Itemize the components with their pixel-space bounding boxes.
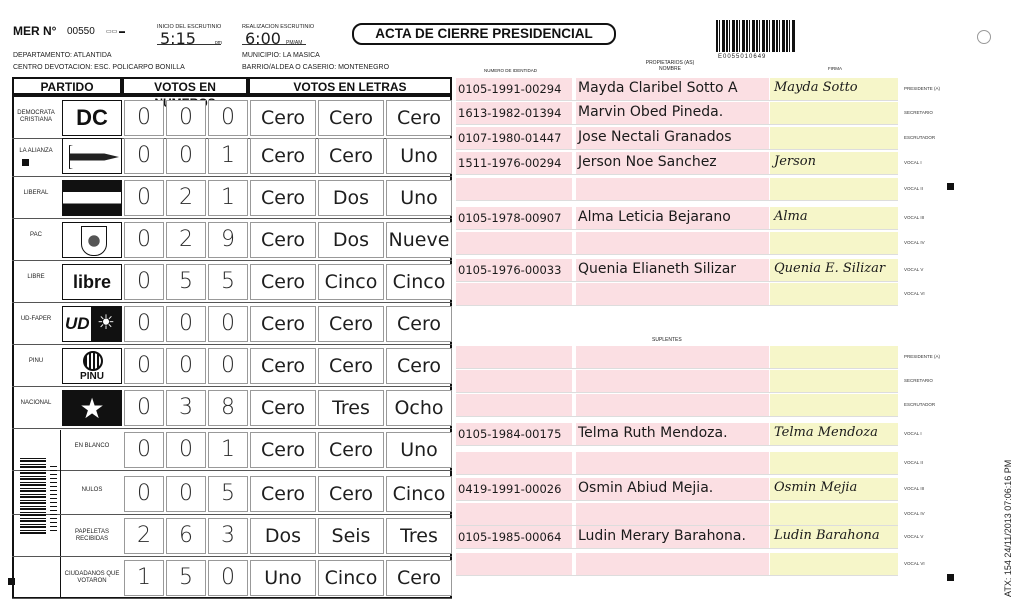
member-signature: Ludin Barahona bbox=[774, 528, 880, 543]
name-field[interactable] bbox=[576, 178, 769, 200]
member-name: Marvin Obed Pineda. bbox=[578, 104, 724, 120]
word-cell: Cero bbox=[250, 306, 316, 342]
member-id: 0105-1978-00907 bbox=[458, 211, 562, 225]
member-row bbox=[456, 127, 936, 149]
word-cell: Cinco bbox=[386, 476, 452, 512]
party-row bbox=[12, 304, 452, 344]
signature-field[interactable] bbox=[770, 178, 898, 200]
star-icon: ★ bbox=[79, 393, 105, 424]
name-field[interactable] bbox=[576, 370, 769, 392]
row-line bbox=[456, 368, 898, 369]
inicio-time: 5:15 bbox=[160, 29, 196, 48]
row-line bbox=[456, 575, 898, 576]
digit-cell: 0 bbox=[124, 476, 164, 512]
word-cell: Cinco bbox=[318, 560, 384, 596]
mer-number: 00550 bbox=[67, 26, 95, 37]
signature-field[interactable] bbox=[770, 232, 898, 254]
row-divider bbox=[12, 428, 452, 429]
member-row bbox=[456, 259, 924, 281]
member-name: Osmin Abiud Mejia. bbox=[578, 480, 714, 496]
row-line bbox=[456, 149, 898, 150]
member-id: 1511-1976-00294 bbox=[458, 156, 562, 170]
pac-shield-icon bbox=[81, 226, 107, 256]
row-divider bbox=[12, 302, 452, 303]
member-row bbox=[456, 178, 923, 200]
word-cell: Tres bbox=[386, 518, 452, 554]
digit-cell: 5 bbox=[208, 264, 248, 300]
summary-label: PAPELETAS RECIBIDAS bbox=[74, 529, 110, 542]
role-label: SECRETARIO bbox=[904, 378, 933, 383]
tse-mini-logo: ▭▭ ▬ bbox=[106, 29, 126, 35]
member-row bbox=[456, 553, 925, 575]
member-row bbox=[456, 503, 925, 525]
word-cell: Cero bbox=[318, 476, 384, 512]
reg-mark bbox=[947, 574, 954, 581]
member-id: 1613-1982-01394 bbox=[458, 106, 562, 120]
role-label: VOCAL VI bbox=[904, 561, 925, 566]
digit-cell: 0 bbox=[208, 306, 248, 342]
vote-table bbox=[12, 77, 452, 599]
digit-cell: 0 bbox=[166, 476, 206, 512]
barcode-number: E0055010649 bbox=[718, 54, 767, 60]
member-id: 0105-1985-00064 bbox=[458, 530, 562, 544]
reg-mark bbox=[8, 578, 15, 585]
digit-cell: 3 bbox=[166, 390, 206, 426]
party-logo bbox=[62, 306, 122, 342]
role-label: VOCAL II bbox=[904, 460, 923, 465]
word-cell: Seis bbox=[318, 518, 384, 554]
col-name-header: PROPIETARIOS (AS) NOMBRE bbox=[645, 60, 695, 72]
digit-cell: 2 bbox=[166, 180, 206, 216]
word-cell: Dos bbox=[318, 222, 384, 258]
digit-cell: 0 bbox=[124, 100, 164, 136]
summary-label: EN BLANCO bbox=[74, 443, 110, 449]
row-divider bbox=[12, 260, 452, 261]
inicio-underline bbox=[157, 44, 221, 45]
row-line bbox=[456, 124, 898, 125]
party-name: PAC bbox=[30, 232, 42, 238]
role-label: VOCAL VI bbox=[904, 291, 925, 296]
digit-cell: 1 bbox=[208, 138, 248, 174]
signature-field[interactable] bbox=[770, 370, 898, 392]
name-field[interactable] bbox=[576, 232, 769, 254]
row-line bbox=[456, 200, 898, 201]
id-field[interactable] bbox=[456, 503, 572, 525]
word-cell: Nueve bbox=[386, 222, 452, 258]
row-line bbox=[456, 416, 898, 417]
member-name: Jose Nectali Granados bbox=[578, 129, 732, 145]
role-label: VOCAL III bbox=[904, 215, 925, 220]
role-label: ESCRUTADOR bbox=[904, 135, 936, 140]
party-logo bbox=[62, 264, 122, 300]
member-signature: Telma Mendoza bbox=[774, 425, 878, 440]
digit-cell: 0 bbox=[208, 348, 248, 384]
ud-logo-text: UD bbox=[65, 314, 90, 333]
word-cell: Ocho bbox=[386, 390, 452, 426]
word-cell: Cero bbox=[250, 264, 316, 300]
name-field[interactable] bbox=[576, 553, 769, 575]
id-field[interactable] bbox=[456, 232, 572, 254]
summary-label: NULOS bbox=[81, 487, 103, 493]
signature-field[interactable] bbox=[770, 127, 898, 149]
signature-field[interactable] bbox=[770, 503, 898, 525]
digit-cell: 0 bbox=[124, 390, 164, 426]
id-field[interactable] bbox=[456, 283, 572, 305]
row-divider bbox=[12, 344, 452, 345]
name-field[interactable] bbox=[576, 394, 769, 416]
header-votos-letras: VOTOS EN LETRAS bbox=[248, 77, 452, 95]
member-row bbox=[456, 78, 941, 100]
side-barcode-tag bbox=[50, 463, 57, 531]
party-name: PINU bbox=[28, 358, 44, 364]
id-field[interactable] bbox=[456, 346, 572, 368]
word-cell: Cero bbox=[250, 100, 316, 136]
member-signature: Quenia E. Silizar bbox=[774, 261, 886, 276]
alianza-flag-icon bbox=[69, 145, 119, 169]
party-row bbox=[12, 178, 452, 218]
row-divider bbox=[12, 386, 452, 387]
member-signature: Osmin Mejia bbox=[774, 480, 858, 495]
word-cell: Cero bbox=[250, 348, 316, 384]
digit-cell: 2 bbox=[124, 518, 164, 554]
word-cell: Cero bbox=[250, 222, 316, 258]
signature-field[interactable] bbox=[770, 394, 898, 416]
party-logo bbox=[62, 100, 122, 136]
summary-row bbox=[12, 516, 452, 556]
signature-field[interactable] bbox=[770, 452, 898, 474]
role-label: VOCAL IV bbox=[904, 511, 925, 516]
realizacion-label: REALIZACION ESCRUTINIO bbox=[242, 24, 315, 30]
member-signature: Alma bbox=[774, 209, 808, 224]
side-barcode bbox=[20, 458, 46, 534]
row-line bbox=[456, 229, 898, 230]
col-firma-header: FIRMA bbox=[828, 66, 842, 71]
word-cell: Uno bbox=[386, 180, 452, 216]
member-name: Mayda Claribel Sotto A bbox=[578, 80, 738, 96]
word-cell: Cero bbox=[250, 476, 316, 512]
name-field[interactable] bbox=[576, 452, 769, 474]
name-field[interactable] bbox=[576, 283, 769, 305]
name-field[interactable] bbox=[576, 346, 769, 368]
party-name: LA ALIANZA bbox=[19, 148, 53, 154]
member-row bbox=[456, 394, 936, 416]
digit-cell: 0 bbox=[208, 100, 248, 136]
word-cell: Cero bbox=[386, 560, 452, 596]
member-signature: Mayda Sotto bbox=[774, 80, 858, 95]
member-row bbox=[456, 207, 925, 229]
member-name: Quenia Elianeth Silizar bbox=[578, 261, 737, 277]
id-field[interactable] bbox=[456, 370, 572, 392]
row-line bbox=[456, 445, 898, 446]
row-line bbox=[456, 100, 898, 101]
barrio: BARRIO/ALDEA O CASERIO: MONTENEGRO bbox=[242, 64, 390, 71]
word-cell: Cero bbox=[386, 306, 452, 342]
word-cell: Cinco bbox=[386, 264, 452, 300]
word-cell: Cero bbox=[318, 100, 384, 136]
summary-row bbox=[12, 430, 452, 470]
role-label: SECRETARIO bbox=[904, 110, 933, 115]
dc-logo-text: DC bbox=[76, 105, 108, 130]
side-stamp: ATX: 154 24/11/2013 07:06:16 PM bbox=[1003, 459, 1013, 597]
party-name: DEMOCRATA CRISTIANA bbox=[17, 110, 55, 123]
role-label: VOCAL II bbox=[904, 186, 923, 191]
role-label: PRESIDENTE (A) bbox=[904, 86, 941, 91]
member-id: 0107-1980-01447 bbox=[458, 131, 562, 145]
member-name: Ludin Merary Barahona. bbox=[578, 528, 746, 544]
word-cell: Cero bbox=[318, 138, 384, 174]
word-cell: Tres bbox=[318, 390, 384, 426]
party-logo bbox=[62, 390, 122, 426]
member-row bbox=[456, 102, 933, 124]
realizacion-suffix: PM/AM bbox=[286, 40, 303, 46]
word-cell: Cero bbox=[318, 432, 384, 468]
digit-cell: 0 bbox=[124, 306, 164, 342]
digit-cell: 1 bbox=[208, 180, 248, 216]
word-cell: Uno bbox=[250, 560, 316, 596]
digit-cell: 0 bbox=[166, 100, 206, 136]
digit-cell: 0 bbox=[124, 432, 164, 468]
party-name: UD-FAPER bbox=[20, 316, 52, 322]
digit-cell: 0 bbox=[124, 180, 164, 216]
role-label: VOCAL V bbox=[904, 267, 924, 272]
digit-cell: 0 bbox=[124, 264, 164, 300]
word-cell: Cero bbox=[250, 180, 316, 216]
row-divider bbox=[12, 514, 452, 515]
word-cell: Cero bbox=[386, 100, 452, 136]
id-field[interactable] bbox=[456, 553, 572, 575]
word-cell: Cero bbox=[250, 390, 316, 426]
inicio-label: INICIO DEL ESCRUTINIO bbox=[157, 24, 222, 30]
signature-field[interactable] bbox=[770, 102, 898, 124]
role-label: VOCAL V bbox=[904, 534, 924, 539]
party-name: NACIONAL bbox=[20, 400, 52, 406]
row-line bbox=[456, 281, 898, 282]
digit-cell: 5 bbox=[166, 560, 206, 596]
digit-cell: 5 bbox=[208, 476, 248, 512]
summary-row bbox=[12, 474, 452, 514]
party-logo bbox=[62, 138, 122, 174]
digit-cell: 5 bbox=[166, 264, 206, 300]
digit-cell: 0 bbox=[166, 348, 206, 384]
member-id: 0419-1991-00026 bbox=[458, 482, 562, 496]
member-row bbox=[456, 232, 925, 254]
centro: CENTRO DEVOTACION: ESC. POLICARPO BONILLA bbox=[13, 64, 185, 71]
signature-field[interactable] bbox=[770, 346, 898, 368]
digit-cell: 1 bbox=[208, 432, 248, 468]
document-title: ACTA DE CIERRE PRESIDENCIAL bbox=[352, 23, 616, 45]
member-row bbox=[456, 423, 922, 445]
row-divider bbox=[12, 176, 452, 177]
member-signature: Jerson bbox=[774, 154, 816, 169]
party-logo bbox=[62, 348, 122, 384]
suplentes-header: SUPLENTES bbox=[652, 337, 682, 343]
pinu-emblem-icon bbox=[83, 351, 103, 371]
role-label: ESCRUTADOR bbox=[904, 402, 936, 407]
party-name: LIBRE bbox=[27, 274, 45, 280]
barcode bbox=[716, 20, 796, 52]
role-label: VOCAL IV bbox=[904, 240, 925, 245]
word-cell: Cero bbox=[318, 306, 384, 342]
sun-glyph-icon: ☀ bbox=[97, 312, 115, 334]
digit-cell: 0 bbox=[124, 138, 164, 174]
member-name: Jerson Noe Sanchez bbox=[578, 154, 717, 170]
member-row bbox=[456, 346, 941, 368]
inicio-suffix: pm bbox=[215, 40, 222, 46]
summary-label: CIUDADANOS QUE VOTARON bbox=[64, 571, 120, 584]
digit-cell: 8 bbox=[208, 390, 248, 426]
member-name: Alma Leticia Bejarano bbox=[578, 209, 731, 225]
word-cell: Cinco bbox=[318, 264, 384, 300]
id-field[interactable] bbox=[456, 452, 572, 474]
mer-label: MER N° bbox=[13, 24, 57, 38]
party-row bbox=[12, 262, 452, 302]
member-name: Telma Ruth Mendoza. bbox=[578, 425, 728, 441]
party-logo bbox=[62, 222, 122, 258]
member-row bbox=[456, 478, 925, 500]
row-divider bbox=[12, 218, 452, 219]
realizacion-time: 6:00 bbox=[245, 29, 281, 48]
realizacion-underline bbox=[242, 44, 306, 45]
row-line bbox=[456, 392, 898, 393]
digit-cell: 0 bbox=[208, 560, 248, 596]
row-line bbox=[456, 174, 898, 175]
digit-cell: 0 bbox=[124, 222, 164, 258]
role-label: PRESIDENTE (A) bbox=[904, 354, 941, 359]
digit-cell: 0 bbox=[166, 306, 206, 342]
member-row bbox=[456, 452, 923, 474]
row-divider bbox=[12, 556, 452, 557]
digit-cell: 0 bbox=[166, 138, 206, 174]
digit-cell: 3 bbox=[208, 518, 248, 554]
member-row bbox=[456, 370, 933, 392]
row-divider bbox=[12, 598, 452, 599]
party-row bbox=[12, 346, 452, 386]
id-field[interactable] bbox=[456, 178, 572, 200]
departamento: DEPARTAMENTO: ATLANTIDA bbox=[13, 52, 112, 59]
word-cell: Dos bbox=[250, 518, 316, 554]
role-label: VOCAL I bbox=[904, 160, 922, 165]
word-cell: Uno bbox=[386, 432, 452, 468]
party-row bbox=[12, 98, 452, 138]
reg-mark bbox=[947, 183, 954, 190]
liberal-flag-icon bbox=[63, 181, 121, 215]
digit-cell: 6 bbox=[166, 518, 206, 554]
municipio: MUNICIPIO: LA MASICA bbox=[242, 52, 320, 59]
row-line bbox=[456, 500, 898, 501]
digit-cell: 0 bbox=[124, 348, 164, 384]
digit-cell: 1 bbox=[124, 560, 164, 596]
member-id: 0105-1991-00294 bbox=[458, 82, 562, 96]
pinu-logo-text: PINU bbox=[80, 371, 104, 382]
party-row bbox=[12, 220, 452, 260]
digit-cell: 9 bbox=[208, 222, 248, 258]
word-cell: Cero bbox=[250, 432, 316, 468]
party-row bbox=[12, 136, 452, 176]
word-cell: Dos bbox=[318, 180, 384, 216]
word-cell: Cero bbox=[250, 138, 316, 174]
word-cell: Uno bbox=[386, 138, 452, 174]
party-logo bbox=[62, 180, 122, 216]
signature-field[interactable] bbox=[770, 283, 898, 305]
row-line bbox=[456, 474, 898, 475]
member-id: 0105-1976-00033 bbox=[458, 263, 562, 277]
signature-field[interactable] bbox=[770, 553, 898, 575]
member-id: 0105-1984-00175 bbox=[458, 427, 562, 441]
role-label: VOCAL III bbox=[904, 486, 925, 491]
role-label: VOCAL I bbox=[904, 431, 922, 436]
id-field[interactable] bbox=[456, 394, 572, 416]
header-votos-numeros: VOTOS EN bbox=[122, 77, 248, 95]
header-partido: PARTIDO bbox=[12, 77, 122, 95]
summary-row bbox=[12, 558, 452, 598]
libre-logo-text: libre bbox=[72, 272, 111, 292]
word-cell: Cero bbox=[318, 348, 384, 384]
row-line bbox=[456, 305, 898, 306]
punch-hole bbox=[977, 30, 991, 44]
member-row bbox=[456, 152, 922, 174]
member-row bbox=[456, 283, 925, 305]
party-name: LIBERAL bbox=[23, 190, 49, 196]
digit-cell: 0 bbox=[166, 432, 206, 468]
row-divider bbox=[12, 470, 452, 471]
row-line bbox=[456, 254, 898, 255]
digit-cell: 2 bbox=[166, 222, 206, 258]
name-field[interactable] bbox=[576, 503, 769, 525]
party-row bbox=[12, 388, 452, 428]
word-cell: Cero bbox=[386, 348, 452, 384]
row-line bbox=[456, 548, 898, 549]
col-id-header: NUMERO DE IDENTIDAD bbox=[484, 68, 538, 73]
member-row bbox=[456, 526, 924, 548]
reg-mark bbox=[22, 159, 29, 166]
